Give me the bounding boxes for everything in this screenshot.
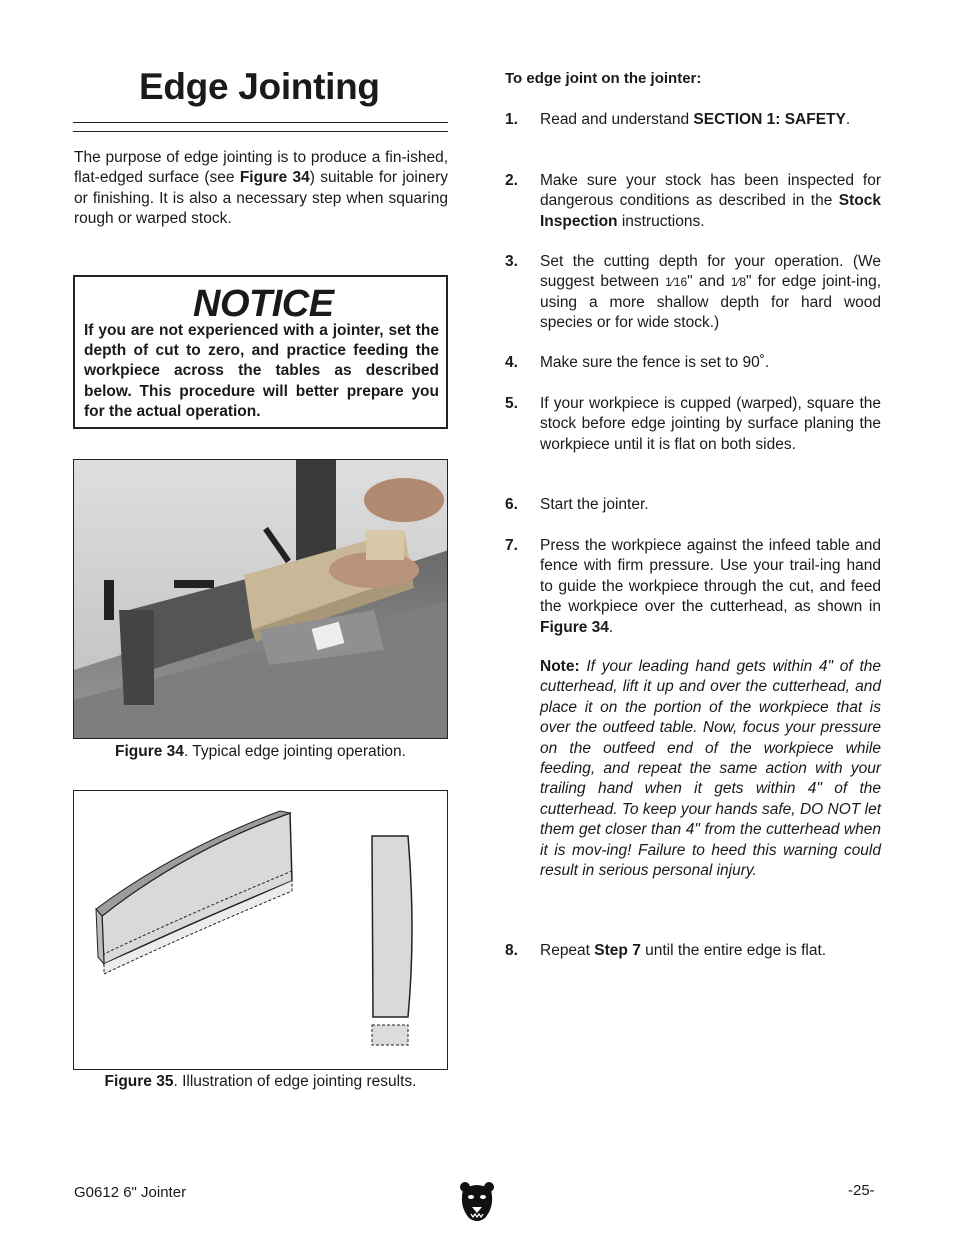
step-6 — [505, 495, 881, 515]
step-3-fraction-1: 1⁄16 — [665, 275, 688, 290]
step-8-end: until the entire edge is flat. — [640, 942, 827, 959]
intro-figure-ref: Figure 34 — [239, 169, 310, 187]
figure-35-label: Figure 35 — [104, 1073, 174, 1090]
figure-34-photo — [73, 459, 448, 739]
notice-title: NOTICE — [193, 283, 334, 325]
step-5 — [505, 394, 881, 455]
step-2-number: 2. — [505, 172, 518, 189]
notice-box — [73, 275, 448, 429]
step-3-number: 3. — [505, 253, 518, 270]
step-3-mid: " and — [687, 273, 731, 291]
steps-heading: To edge joint on the jointer: — [505, 70, 702, 87]
step-8-number: 8. — [505, 942, 518, 959]
figure-35-caption — [73, 1073, 448, 1091]
note-text: If your leading hand gets within 4" of the cutterhead, lift it up and over the cutterhead, and place it on the portion of the workpiece that is over the outfeed table. Now, focus your pressure on the outfeed end of the workpiece while feeding, and repeat the same action with your trailing hand when it gets within 4" of the cutterhead. To keep your hands safe, DO NOT let them get closer than 4" from the cutterhead when it is mov-ing! Failure to heed this warning could result in serious personal injury. — [540, 658, 881, 880]
step-1-number: 1. — [505, 111, 518, 128]
step-7-end: . — [608, 618, 614, 636]
grizzly-bear-logo-icon — [459, 1180, 495, 1227]
intro-text-1: The purpose of edge jointing is to produce a fin-ished, flat-edged surface (see — [74, 149, 448, 187]
notice-body: If you are not experienced with a jointer, set the depth of cut to zero, and practice feeding the workpiece across the tables as described below. This procedure will better prepare you for the actual operation. — [84, 322, 439, 420]
step-1-bold: SECTION 1: SAFETY — [693, 111, 846, 128]
title-rule — [73, 122, 448, 132]
step-5-text: If your workpiece is cupped (warped), square the stock before edge jointing by surface planing the workpiece until it is flat on both sides. — [540, 395, 881, 453]
step-1-text: Read and understand — [540, 111, 694, 128]
footer-model: G0612 6" Jointer — [74, 1184, 187, 1201]
step-7 — [505, 536, 881, 638]
figure-34-label: Figure 34 — [115, 743, 184, 760]
step-4 — [505, 353, 881, 373]
figure-35-caption-text: . Illustration of edge jointing results. — [173, 1073, 417, 1090]
step-4-number: 4. — [505, 354, 518, 371]
step-8-bold: Step 7 — [594, 942, 641, 959]
step-2-end: instructions. — [617, 212, 705, 230]
step-2-text: Make sure your stock has been inspected for dangerous conditions as described in the — [540, 172, 881, 210]
figure-34-caption-text: . Typical edge jointing operation. — [183, 743, 406, 760]
intro-text-2: ) suitable for joinery or finishing. It is also a necessary step when squaring rough or warped stock. — [74, 169, 448, 228]
step-3-end: " for edge joint-ing, using a more shallow depth for hard wood species or for wide stock.) — [540, 273, 881, 332]
intro-paragraph — [74, 148, 448, 230]
note-label: Note: — [540, 658, 580, 675]
step-7-note — [505, 657, 881, 881]
page-number: -25- — [848, 1182, 875, 1199]
step-1 — [505, 110, 881, 130]
step-8 — [505, 941, 881, 961]
step-2-bold: Stock Inspection — [540, 192, 881, 230]
step-7-number: 7. — [505, 537, 518, 554]
step-6-text: Start the jointer. — [540, 496, 649, 513]
step-3-fraction-2: 1⁄8 — [730, 275, 747, 290]
step-3 — [505, 252, 881, 334]
step-3-text: Set the cutting depth for your operation. (We suggest between — [540, 253, 881, 291]
step-5-number: 5. — [505, 395, 518, 412]
figure-34-caption — [73, 743, 448, 761]
step-8-text: Repeat — [540, 942, 595, 959]
figure-35-illustration — [73, 790, 448, 1070]
step-1-end: . — [845, 111, 851, 128]
step-4-text: Make sure the fence is set to 90˚. — [540, 354, 770, 371]
step-6-number: 6. — [505, 496, 518, 513]
step-2 — [505, 171, 881, 232]
step-7-bold: Figure 34 — [540, 618, 609, 636]
step-7-text: Press the workpiece against the infeed table and fence with firm pressure. Use your trail-ing hand to guide the workpiece through the cut, and feed the workpiece over the cutterhead, as shown in — [540, 537, 881, 616]
page-title: Edge Jointing — [139, 66, 380, 107]
